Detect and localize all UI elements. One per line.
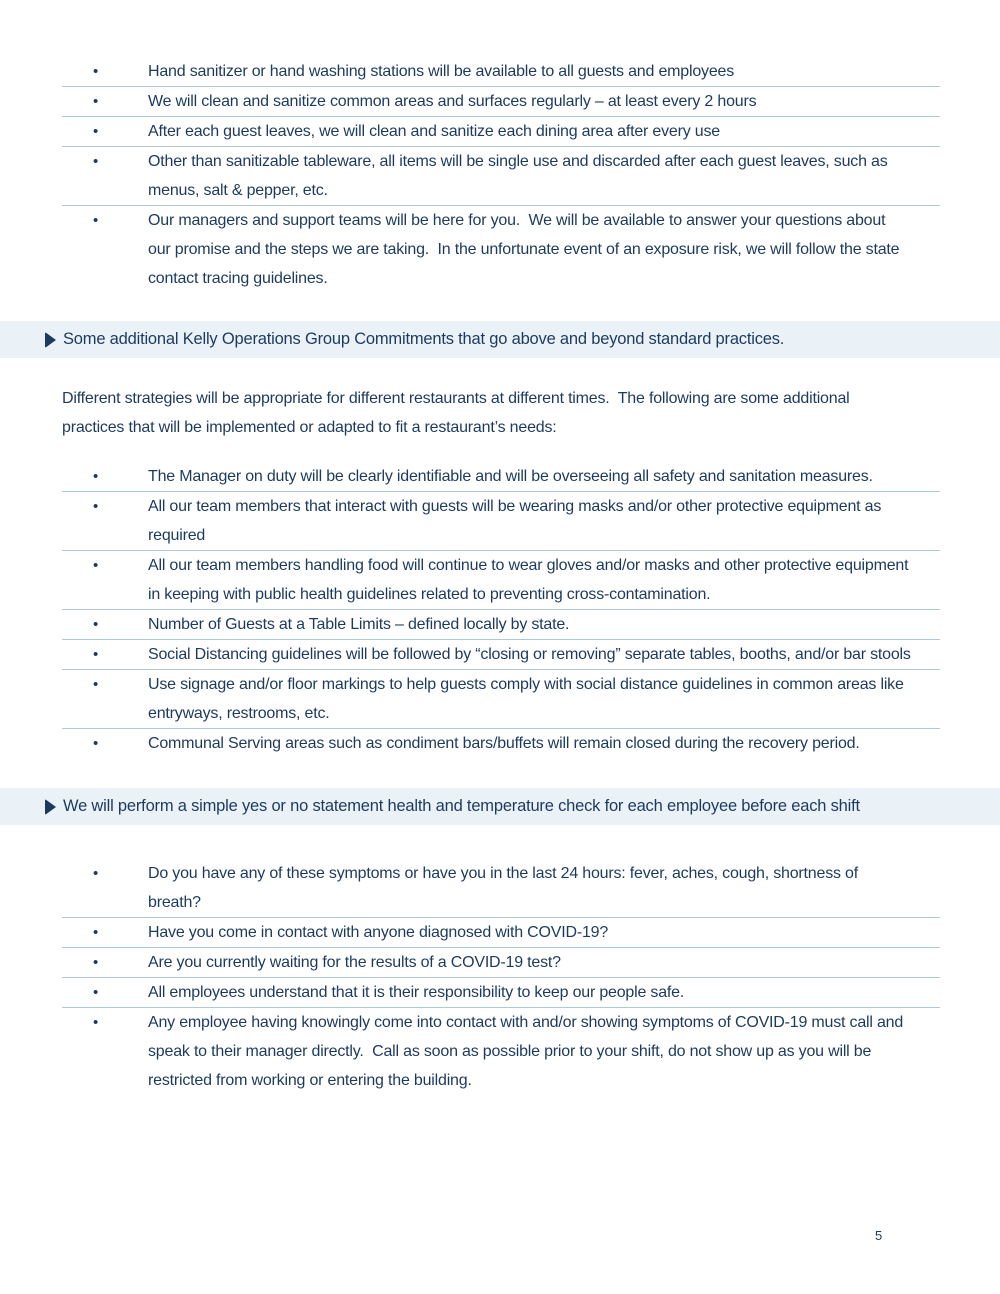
list-item-text: Use signage and/or floor markings to help guests comply with social distance guidelines in common areas like entryways, restrooms, etc. <box>148 676 908 722</box>
bullet-icon: • <box>93 153 99 170</box>
section-header-health-check <box>0 788 1000 825</box>
right-arrow-icon <box>45 799 56 815</box>
list-item <box>62 551 940 610</box>
list-item <box>62 859 940 918</box>
standard-practices-list <box>62 57 940 293</box>
additional-practices-list <box>62 462 940 758</box>
spacer <box>0 825 1000 859</box>
list-item-text: We will clean and sanitize common areas and surfaces regularly – at least every 2 hours <box>148 93 757 110</box>
bullet-icon: • <box>93 93 99 110</box>
list-item <box>62 1008 940 1095</box>
section-header-text: We will perform a simple yes or no statement health and temperature check for each employee before each shift <box>63 797 860 815</box>
list-item <box>62 610 940 640</box>
list-item <box>62 978 940 1008</box>
list-item-text: Number of Guests at a Table Limits – defined locally by state. <box>148 616 570 633</box>
bullet-icon: • <box>93 557 99 574</box>
list-item-text: Have you come in contact with anyone diagnosed with COVID-19? <box>148 924 609 941</box>
list-item <box>62 492 940 551</box>
list-item <box>62 87 940 117</box>
list-item <box>62 918 940 948</box>
bullet-icon: • <box>93 63 99 80</box>
list-item <box>62 462 940 492</box>
bullet-icon: • <box>93 676 99 693</box>
list-item <box>62 670 940 729</box>
bullet-icon: • <box>93 646 99 663</box>
list-item-text: Social Distancing guidelines will be followed by “closing or removing” separate tables, booths, and/or bar stools <box>148 646 911 663</box>
right-arrow-icon <box>45 332 56 348</box>
list-item <box>62 147 940 206</box>
list-item-text: Communal Serving areas such as condiment bars/buffets will remain closed during the recovery period. <box>148 735 860 752</box>
list-item <box>62 948 940 978</box>
bullet-icon: • <box>93 498 99 515</box>
list-item-text: All our team members that interact with guests will be wearing masks and/or other protective equipment as required <box>148 498 886 544</box>
intro-paragraph: Different strategies will be appropriate for different restaurants at different times. The following are some additional practices that will be implemented or adapted to fit a restaurant’s needs: <box>62 390 854 436</box>
list-item-text: Do you have any of these symptoms or have you in the last 24 hours: fever, aches, cough, shortness of breath? <box>148 865 863 911</box>
list-item-text: All employees understand that it is their responsibility to keep our people safe. <box>148 984 685 1001</box>
section-header-text: Some additional Kelly Operations Group Commitments that go above and beyond standard practices. <box>63 330 785 348</box>
bullet-icon: • <box>93 123 99 140</box>
bullet-icon: • <box>93 1014 99 1031</box>
section-header-commitments <box>0 321 1000 358</box>
bullet-icon: • <box>93 735 99 752</box>
bullet-icon: • <box>93 954 99 971</box>
bullet-icon: • <box>93 865 99 882</box>
list-item-text: Hand sanitizer or hand washing stations will be available to all guests and employees <box>148 63 735 80</box>
list-item <box>62 640 940 670</box>
health-check-list <box>62 859 940 1095</box>
list-item <box>62 57 940 87</box>
list-item-text: The Manager on duty will be clearly identifiable and will be overseeing all safety and sanitation measures. <box>148 468 873 485</box>
list-item-text: Our managers and support teams will be here for you. We will be available to answer your questions about our promise and the steps we are taking. In the unfortunate event of an exposure risk, we will follow the state contact tracing guidelines. <box>148 212 904 287</box>
list-item-text: After each guest leaves, we will clean and sanitize each dining area after every use <box>148 123 720 140</box>
page-number: 5 <box>874 1228 882 1243</box>
list-item <box>62 206 940 293</box>
list-item-text: Other than sanitizable tableware, all items will be single use and discarded after each guest leaves, such as menus, salt & pepper, etc. <box>148 153 892 199</box>
bullet-icon: • <box>93 616 99 633</box>
list-item-text: Are you currently waiting for the results of a COVID-19 test? <box>148 954 561 971</box>
bullet-icon: • <box>93 984 99 1001</box>
list-item-text: Any employee having knowingly come into contact with and/or showing symptoms of COVID-19 must call and speak to their manager directly. Call as soon as possible prior to your shift, do not show up as you will be restricted from working or entering the building. <box>148 1014 908 1089</box>
bullet-icon: • <box>93 212 99 229</box>
list-item-text: All our team members handling food will continue to wear gloves and/or masks and other protective equipment in keeping with public health guidelines related to preventing cross-contamination. <box>148 557 913 603</box>
bullet-icon: • <box>93 468 99 485</box>
bullet-icon: • <box>93 924 99 941</box>
list-item <box>62 117 940 147</box>
list-item <box>62 729 940 758</box>
